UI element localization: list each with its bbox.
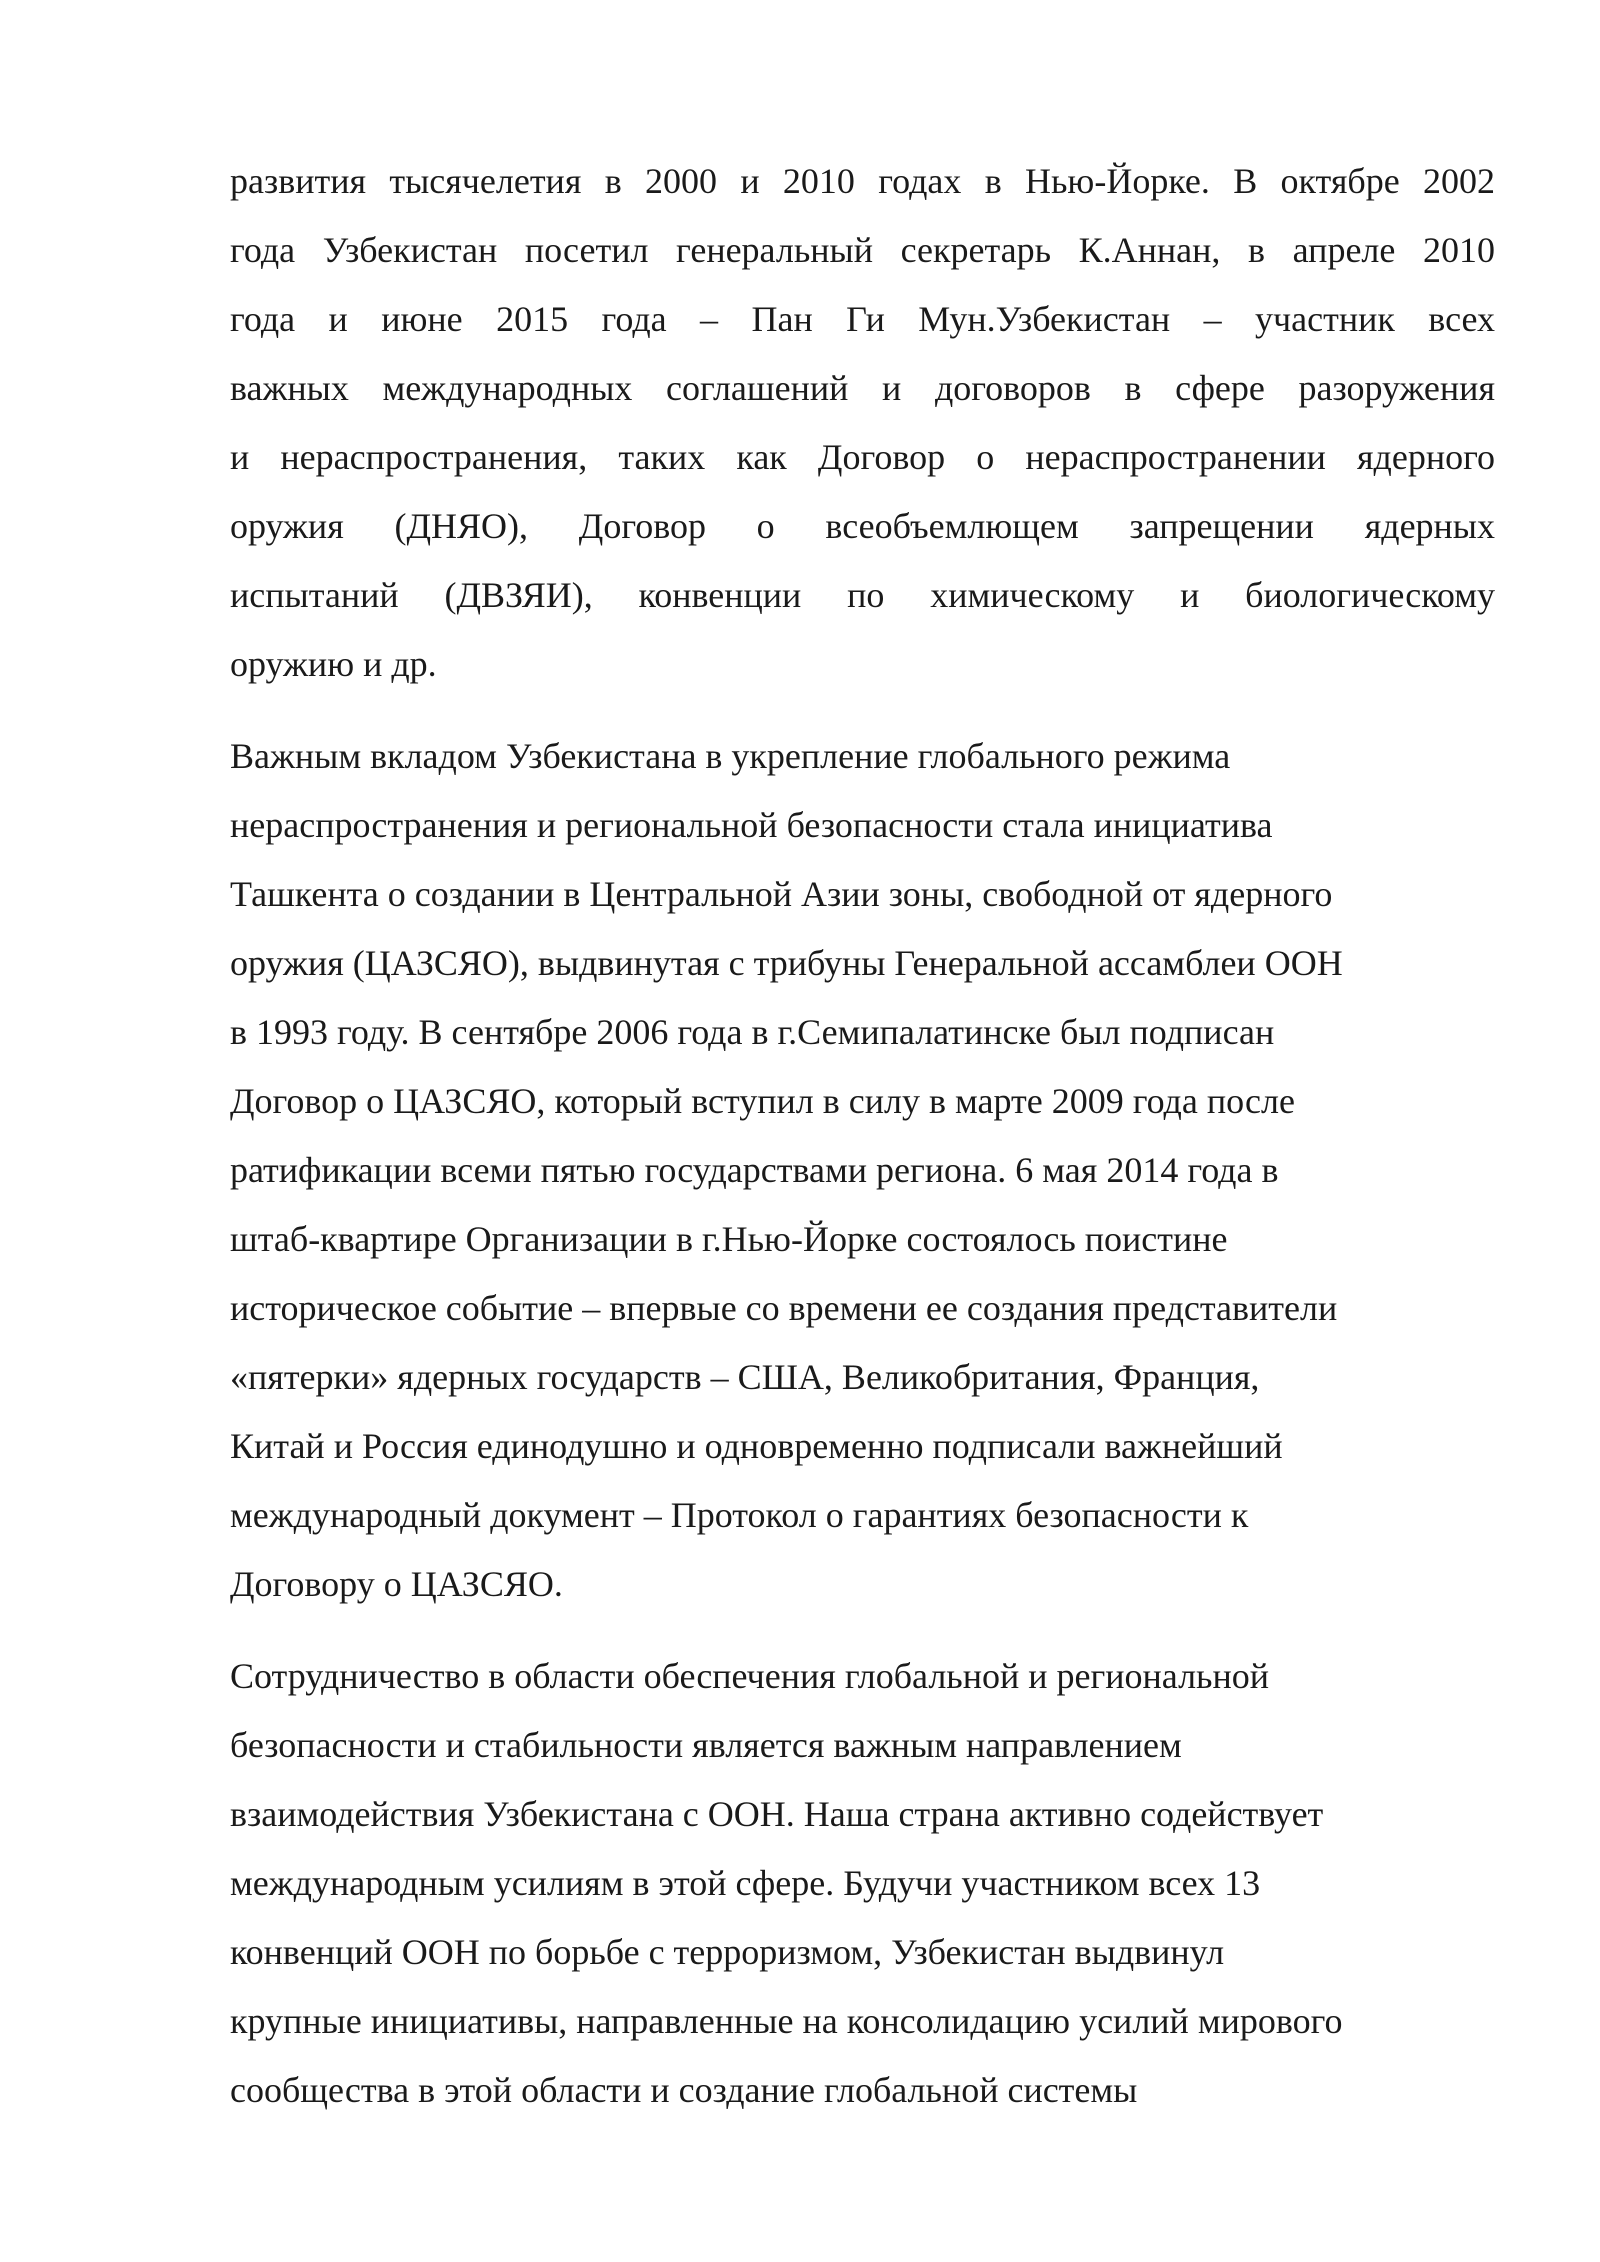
text-line: международный документ – Протокол о гарантиях безопасности к <box>230 1495 1249 1535</box>
text-line: в 1993 году. В сентябре 2006 года в г.Семипалатинске был подписан <box>230 1012 1275 1052</box>
text-line: года Узбекистан посетил генеральный секретарь К.Аннан, в апреле 2010 <box>230 230 1495 270</box>
text-line: конвенций ООН по борьбе с терроризмом, Узбекистан выдвинул <box>230 1932 1225 1972</box>
text-line: ратификации всеми пятью государствами региона. 6 мая 2014 года в <box>230 1150 1279 1190</box>
text-line: Ташкента о создании в Центральной Азии зоны, свободной от ядерного <box>230 874 1333 914</box>
text-line: Договору о ЦАЗСЯО. <box>230 1564 563 1604</box>
text-line: оружия (ДНЯО), Договор о всеобъемлющем запрещении ядерных <box>230 506 1495 546</box>
text-line: «пятерки» ядерных государств – США, Великобритания, Франция, <box>230 1357 1260 1397</box>
text-line: нераспространения и региональной безопасности стала инициатива <box>230 805 1273 845</box>
text-line: Сотрудничество в области обеспечения глобальной и региональной <box>230 1656 1269 1696</box>
text-line: испытаний (ДВЗЯИ), конвенции по химическому и биологическому <box>230 575 1495 615</box>
text-line: развития тысячелетия в 2000 и 2010 годах в Нью-Йорке. В октябре 2002 <box>230 161 1495 201</box>
text-line: года и июне 2015 года – Пан Ги Мун.Узбекистан – участник всех <box>230 299 1495 339</box>
text-line: сообщества в этой области и создание глобальной системы <box>230 2070 1138 2110</box>
text-line: штаб-квартире Организации в г.Нью-Йорке состоялось поистине <box>230 1219 1228 1259</box>
text-line: и нераспространения, таких как Договор о нераспространении ядерного <box>230 437 1495 477</box>
text-line: важных международных соглашений и договоров в сфере разоружения <box>230 368 1495 408</box>
text-line: оружия (ЦАЗСЯО), выдвинутая с трибуны Генеральной ассамблеи ООН <box>230 943 1343 983</box>
text-line: крупные инициативы, направленные на консолидацию усилий мирового <box>230 2001 1343 2041</box>
text-line: безопасности и стабильности является важным направлением <box>230 1725 1182 1765</box>
text-line: историческое событие – впервые со времени ее создания представители <box>230 1288 1338 1328</box>
text-line: Китай и Россия единодушно и одновременно подписали важнейший <box>230 1426 1283 1466</box>
text-line: Важным вкладом Узбекистана в укрепление глобального режима <box>230 736 1231 776</box>
text-line: международным усилиям в этой сфере. Будучи участником всех 13 <box>230 1863 1261 1903</box>
text-line: оружию и др. <box>230 644 437 684</box>
text-line: взаимодействия Узбекистана с ООН. Наша страна активно содействует <box>230 1794 1324 1834</box>
text-line: Договор о ЦАЗСЯО, который вступил в силу в марте 2009 года после <box>230 1081 1295 1121</box>
